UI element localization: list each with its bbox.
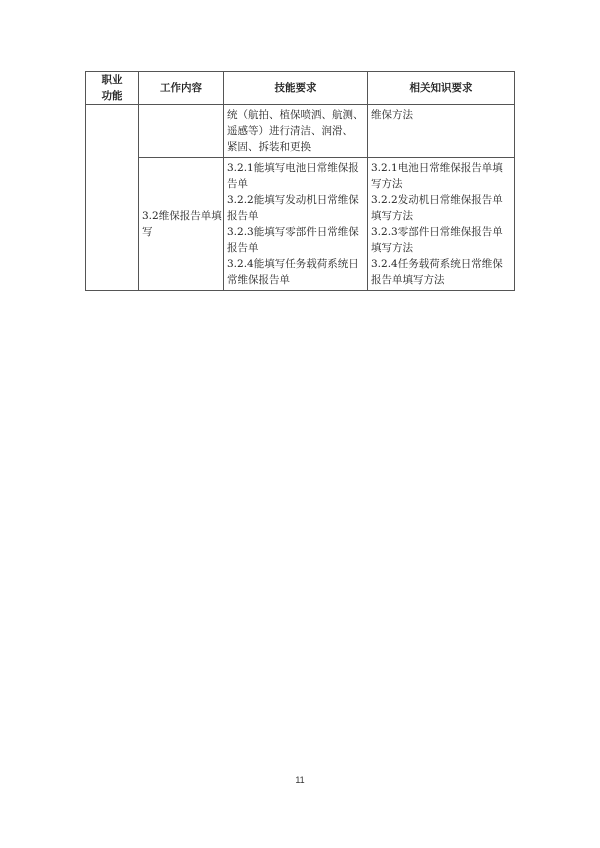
content-cell-continued	[139, 105, 224, 158]
content-cell-3-2	[139, 158, 224, 291]
page-number: 11	[295, 775, 305, 785]
content-line: 3.2维保报告单填	[142, 210, 222, 222]
knowledge-line: 填写方法	[371, 210, 413, 222]
skills-line: 紧固、拆装和更换	[227, 141, 311, 153]
knowledge-cell-3-2	[368, 158, 515, 291]
table-header-row	[86, 72, 515, 105]
header-skills: 技能要求	[224, 72, 368, 105]
skills-line: 遥感等）进行清洁、润滑、	[227, 125, 353, 137]
knowledge-line: 3.2.3零部件日常维保报告单	[371, 226, 503, 238]
knowledge-line: 报告单填写方法	[371, 274, 445, 286]
header-content: 工作内容	[139, 72, 224, 105]
knowledge-line: 维保方法	[371, 109, 413, 121]
knowledge-line: 3.2.1电池日常维保报告单填	[371, 162, 503, 174]
skills-line: 3.2.1能填写电池日常维保报	[227, 162, 359, 174]
knowledge-line: 填写方法	[371, 242, 413, 254]
knowledge-line: 写方法	[371, 178, 403, 190]
header-function-line1: 职业	[101, 74, 123, 86]
skills-line: 报告单	[227, 210, 259, 222]
knowledge-line: 3.2.4任务载荷系统日常维保	[371, 258, 503, 270]
skills-line: 统（航拍、植保喷洒、航测、	[227, 109, 364, 121]
table-row	[86, 105, 515, 158]
skills-line: 报告单	[227, 242, 259, 254]
knowledge-line: 3.2.2发动机日常维保报告单	[371, 194, 503, 206]
header-function-line2: 功能	[101, 90, 123, 102]
skills-line: 常维保报告单	[227, 274, 290, 286]
skills-cell-continued	[224, 105, 368, 158]
skills-line: 3.2.4能填写任务载荷系统日	[227, 258, 359, 270]
skills-line: 告单	[227, 178, 248, 190]
skills-line: 3.2.2能填写发动机日常维保	[227, 194, 359, 206]
table-row	[86, 158, 515, 291]
header-function	[86, 72, 139, 105]
header-knowledge: 相关知识要求	[368, 72, 515, 105]
knowledge-cell-continued	[368, 105, 515, 158]
skill-requirements-table	[85, 71, 515, 291]
content-line: 写	[142, 226, 153, 238]
skills-line: 3.2.3能填写零部件日常维保	[227, 226, 359, 238]
function-cell	[86, 105, 139, 291]
skills-cell-3-2	[224, 158, 368, 291]
